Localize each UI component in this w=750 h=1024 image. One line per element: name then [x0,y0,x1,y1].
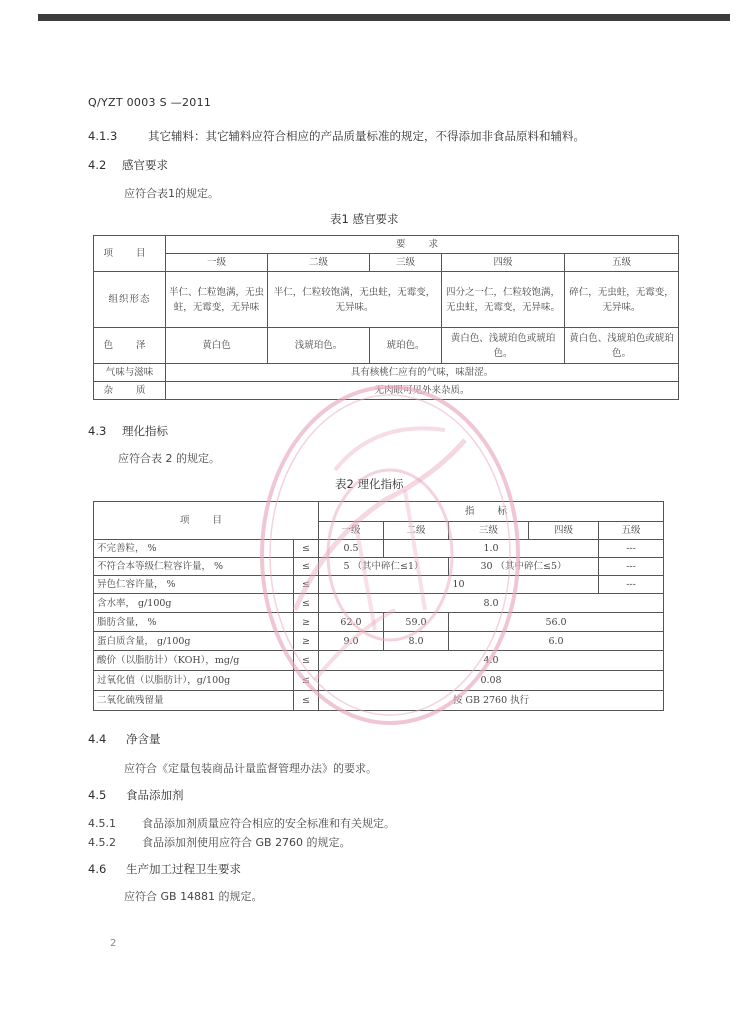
section-title: 净含量 [126,732,161,746]
section-text: 食品添加剂质量应符合相应的安全标准和有关规定。 [142,817,395,830]
t2-nonconforming-g12: 5 （其中碎仁≤1） [319,558,449,576]
section-number: 4.3 [88,424,107,438]
page-number: 2 [110,938,117,949]
section-4-1-3 [88,128,585,144]
t1-grade-4: 四级 [442,254,565,272]
t2-so2-value: 按 GB 2760 执行 [319,691,664,711]
t2-sym-3: ≤ [294,576,319,594]
section-4-5-2 [88,834,351,850]
t1-header-requirement: 要 求 [166,236,679,254]
t1-grade-2: 二级 [268,254,370,272]
t1-texture-g23: 半仁，仁粒较饱满，无虫蛀，无霉变，无异味。 [268,272,442,328]
section-number: 4.1.3 [88,129,118,143]
t1-color-g1: 黄白色 [166,328,268,364]
section-4-2-heading [88,157,168,173]
t1-grade-5: 五级 [565,254,679,272]
t2-label-offcolor: 异色仁容许量， % [94,576,294,594]
t2-fat-g345: 56.0 [449,613,664,632]
t1-row-color-label: 色 泽 [94,328,166,364]
t1-color-g4: 黄白色、浅琥珀色或琥珀色。 [442,328,565,364]
t2-imperfect-g5: --- [599,540,664,558]
section-4-2-text: 应符合表1的规定。 [124,187,219,200]
t2-fat-g2: 59.0 [384,613,449,632]
section-4-3-heading [88,423,168,439]
table1-caption: 表1 感官要求 [330,212,399,226]
t2-label-so2: 二氧化硫残留量 [94,691,294,711]
t2-label-moisture: 含水率， g/100g [94,594,294,613]
section-title: 理化指标 [122,424,168,438]
t2-grade-5: 五级 [599,522,664,540]
section-4-4-heading [88,731,161,747]
t2-fat-g1: 62.0 [319,613,384,632]
t1-color-g5: 黄白色、浅琥珀色或琥珀色。 [565,328,679,364]
table2-caption: 表2 理化指标 [335,477,404,491]
t2-grade-4: 四级 [529,522,599,540]
t2-label-fat: 脂肪含量， % [94,613,294,632]
t2-sym-9: ≤ [294,691,319,711]
t2-protein-g345: 6.0 [449,632,664,651]
section-number: 4.2 [88,158,107,172]
t2-protein-g2: 8.0 [384,632,449,651]
t1-color-g3: 琥珀色。 [370,328,442,364]
section-number: 4.5.1 [88,817,116,830]
section-4-4-text: 应符合《定量包装商品计量监督管理办法》的要求。 [124,762,377,775]
t1-texture-g1: 半仁、仁粒饱满，无虫蛀，无霉变，无异味 [166,272,268,328]
section-number: 4.4 [88,732,107,746]
t2-peroxide-value: 0.08 [319,671,664,691]
t1-texture-g4: 四分之一仁，仁粒较饱满，无虫蛀，无霉变，无异味。 [442,272,565,328]
t2-nonconforming-g5: --- [599,558,664,576]
section-title: 感官要求 [122,158,168,172]
t1-impurity-value: 无肉眼可见外来杂质。 [166,382,679,400]
section-number: 4.6 [88,862,107,876]
t2-offcolor-g5: --- [599,576,664,594]
t2-header-indicator: 指 标 [319,502,664,522]
section-number: 4.5 [88,788,107,802]
t2-sym-8: ≤ [294,671,319,691]
section-4-6-text: 应符合 GB 14881 的规定。 [124,890,263,903]
section-number: 4.5.2 [88,836,116,849]
t2-label-acid: 酸价（以脂肪计）（KOH），mg/g [94,651,294,671]
document-code: Q/YZT 0003 S —2011 [88,96,212,109]
t2-offcolor-g1234: 10 [319,576,599,594]
section-text: 其它辅料：其它辅料应符合相应的产品质量标准的规定，不得添加非食品原料和辅料。 [148,129,585,143]
t1-row-impurity-label: 杂 质 [94,382,166,400]
t1-texture-g5: 碎仁，无虫蛀，无霉变，无异味。 [565,272,679,328]
t2-nonconforming-g34: 30 （其中碎仁≤5） [449,558,599,576]
t2-imperfect-g1: 0.5 [319,540,384,558]
t1-color-g2: 浅琥珀色。 [268,328,370,364]
t2-sym-5: ≥ [294,613,319,632]
t2-grade-3: 三级 [449,522,529,540]
t2-header-item: 项 目 [94,502,319,540]
t2-sym-6: ≥ [294,632,319,651]
section-4-3-text: 应符合表 2 的规定。 [118,452,220,465]
t1-header-item: 项 目 [94,236,166,272]
t1-row-odor-label: 气味与滋味 [94,364,166,382]
t2-sym-1: ≤ [294,540,319,558]
sensory-table [93,235,679,400]
section-title: 食品添加剂 [126,788,184,802]
t1-row-texture-label: 组织形态 [94,272,166,328]
section-4-5-1 [88,815,395,831]
t2-label-protein: 蛋白质含量， g/100g [94,632,294,651]
physicochemical-table [93,501,664,711]
t2-protein-g1: 9.0 [319,632,384,651]
t2-sym-2: ≤ [294,558,319,576]
section-4-5-heading [88,787,184,803]
section-title: 生产加工过程卫生要求 [126,862,241,876]
t2-sym-4: ≤ [294,594,319,613]
t2-label-peroxide: 过氧化值（以脂肪计），g/100g [94,671,294,691]
t1-grade-3: 三级 [370,254,442,272]
t2-acid-value: 4.0 [319,651,664,671]
top-rule [38,14,730,21]
section-text: 食品添加剂使用应符合 GB 2760 的规定。 [142,836,351,849]
t1-grade-1: 一级 [166,254,268,272]
t2-moisture-value: 8.0 [319,594,664,613]
t2-grade-1: 一级 [319,522,384,540]
section-4-6-heading [88,861,241,877]
t2-imperfect-g234: 1.0 [384,540,599,558]
t2-label-nonconforming: 不符合本等级仁粒容许量， % [94,558,294,576]
t2-sym-7: ≤ [294,651,319,671]
t1-odor-value: 具有核桃仁应有的气味，味甜涩。 [166,364,679,382]
t2-grade-2: 二级 [384,522,449,540]
t2-label-imperfect: 不完善粒， % [94,540,294,558]
